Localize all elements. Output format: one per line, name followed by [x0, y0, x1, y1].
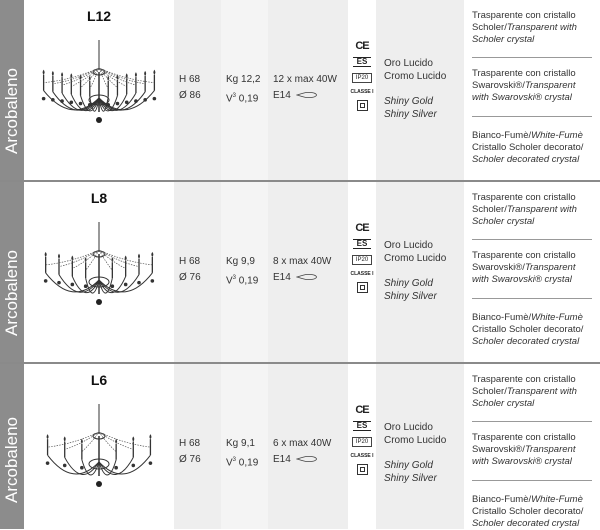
- dimensions-cell: [174, 0, 221, 180]
- ip20-badge: IP20: [352, 255, 372, 265]
- socket-type: E14: [273, 452, 320, 468]
- bulb-count: 6 x max 40W: [273, 438, 332, 449]
- finish-en-2: Shiny Silver: [384, 109, 437, 120]
- candle-bulb-icon: [296, 273, 320, 281]
- series-band: [0, 0, 24, 180]
- chandelier-illustration: [36, 404, 162, 504]
- bulb-cell: [268, 0, 348, 180]
- option-divider: [472, 421, 592, 422]
- dimensions-cell: [174, 182, 221, 362]
- crystal-option: Trasparente con cristallo Scholer/Transparent with Scholer crystal: [472, 374, 577, 409]
- model-code: L8: [90, 190, 108, 206]
- model-code: L12: [86, 8, 112, 24]
- class-label: CLASSE I: [350, 89, 374, 95]
- crystal-option: Trasparente con cristallo Scholer/Transparent with Scholer crystal: [472, 192, 577, 227]
- weight-value: Kg 9,1: [226, 438, 255, 449]
- class-label: CLASSE I: [350, 271, 374, 277]
- product-image-cell: [24, 364, 174, 529]
- finish-cell: [376, 182, 464, 362]
- finish-en-1: Shiny Gold: [384, 96, 433, 107]
- crystal-option: Bianco-Fumè/White-Fumè Cristallo Scholer decorato/ Scholer decorated crystal: [472, 130, 584, 165]
- crystal-options-cell: [464, 364, 600, 529]
- crystal-option: Trasparente con cristallo Swarovski®/Transparent with Swarovski® crystal: [472, 250, 576, 285]
- certification-cell: [348, 364, 376, 529]
- class-label: CLASSE I: [350, 453, 374, 459]
- series-band: [0, 364, 24, 529]
- option-divider: [472, 480, 592, 481]
- es-mark-icon: ES: [353, 57, 371, 67]
- product-row: [0, 364, 600, 529]
- ce-mark-icon: CE: [355, 222, 369, 234]
- ip20-badge: IP20: [352, 73, 372, 83]
- chandelier-illustration: [36, 40, 162, 140]
- finish-cell: [376, 364, 464, 529]
- volume-value: $V^3$ 0,19: [226, 457, 259, 469]
- finish-en-1: Shiny Gold: [384, 460, 433, 471]
- product-row: [0, 0, 600, 180]
- product-row: [0, 182, 600, 362]
- series-label: Arcobaleno: [2, 249, 21, 336]
- weight-cell: [221, 182, 268, 362]
- diameter-value: Ø 76: [179, 272, 201, 283]
- option-divider: [472, 57, 592, 58]
- series-label: Arcobaleno: [2, 416, 21, 503]
- diameter-value: Ø 76: [179, 454, 201, 465]
- candle-bulb-icon: [296, 455, 320, 463]
- weight-value: Kg 9,9: [226, 256, 255, 267]
- height-value: H 68: [179, 74, 201, 85]
- bulb-cell: [268, 182, 348, 362]
- class-ii-icon: [357, 464, 368, 475]
- bulb-cell: [268, 364, 348, 529]
- volume-value: $V^3$ 0,19: [226, 275, 259, 287]
- finish-en-2: Shiny Silver: [384, 473, 437, 484]
- es-mark-icon: ES: [353, 239, 371, 249]
- ip20-badge: IP20: [352, 437, 372, 447]
- series-label: Arcobaleno: [2, 67, 21, 154]
- finish-it-1: Oro Lucido: [384, 240, 433, 251]
- volume-value: $V^3$ 0,19: [226, 93, 259, 105]
- finish-en-2: Shiny Silver: [384, 291, 437, 302]
- class-ii-icon: [357, 100, 368, 111]
- model-code: L6: [90, 372, 108, 388]
- finish-it-2: Cromo Lucido: [384, 253, 447, 264]
- candle-bulb-icon: [296, 91, 320, 99]
- option-divider: [472, 116, 592, 117]
- finish-it-1: Oro Lucido: [384, 58, 433, 69]
- finish-en-1: Shiny Gold: [384, 278, 433, 289]
- bulb-count: 8 x max 40W: [273, 256, 332, 267]
- certification-cell: [348, 0, 376, 180]
- socket-type: E14: [273, 270, 320, 286]
- class-ii-icon: [357, 282, 368, 293]
- finish-it-2: Cromo Lucido: [384, 71, 447, 82]
- product-image-cell: [24, 0, 174, 180]
- finish-cell: [376, 0, 464, 180]
- socket-type: E14: [273, 88, 320, 104]
- weight-cell: [221, 0, 268, 180]
- diameter-value: Ø 86: [179, 90, 201, 101]
- crystal-option: Trasparente con cristallo Scholer/Transparent with Scholer crystal: [472, 10, 577, 45]
- height-value: H 68: [179, 256, 201, 267]
- ce-mark-icon: CE: [355, 40, 369, 52]
- ce-mark-icon: CE: [355, 404, 369, 416]
- option-divider: [472, 239, 592, 240]
- option-divider: [472, 298, 592, 299]
- weight-value: Kg 12,2: [226, 74, 261, 85]
- bulb-count: 12 x max 40W: [273, 74, 337, 85]
- crystal-option: Trasparente con cristallo Swarovski®/Transparent with Swarovski® crystal: [472, 68, 576, 103]
- chandelier-illustration: [36, 222, 162, 322]
- series-band: [0, 182, 24, 362]
- es-mark-icon: ES: [353, 421, 371, 431]
- finish-it-2: Cromo Lucido: [384, 435, 447, 446]
- crystal-option: Bianco-Fumè/White-Fumè Cristallo Scholer decorato/ Scholer decorated crystal: [472, 494, 584, 529]
- dimensions-cell: [174, 364, 221, 529]
- product-image-cell: [24, 182, 174, 362]
- crystal-option: Trasparente con cristallo Swarovski®/Transparent with Swarovski® crystal: [472, 432, 576, 467]
- height-value: H 68: [179, 438, 201, 449]
- weight-cell: [221, 364, 268, 529]
- finish-it-1: Oro Lucido: [384, 422, 433, 433]
- certification-cell: [348, 182, 376, 362]
- crystal-options-cell: [464, 182, 600, 362]
- crystal-option: Bianco-Fumè/White-Fumè Cristallo Scholer decorato/ Scholer decorated crystal: [472, 312, 584, 347]
- crystal-options-cell: [464, 0, 600, 180]
